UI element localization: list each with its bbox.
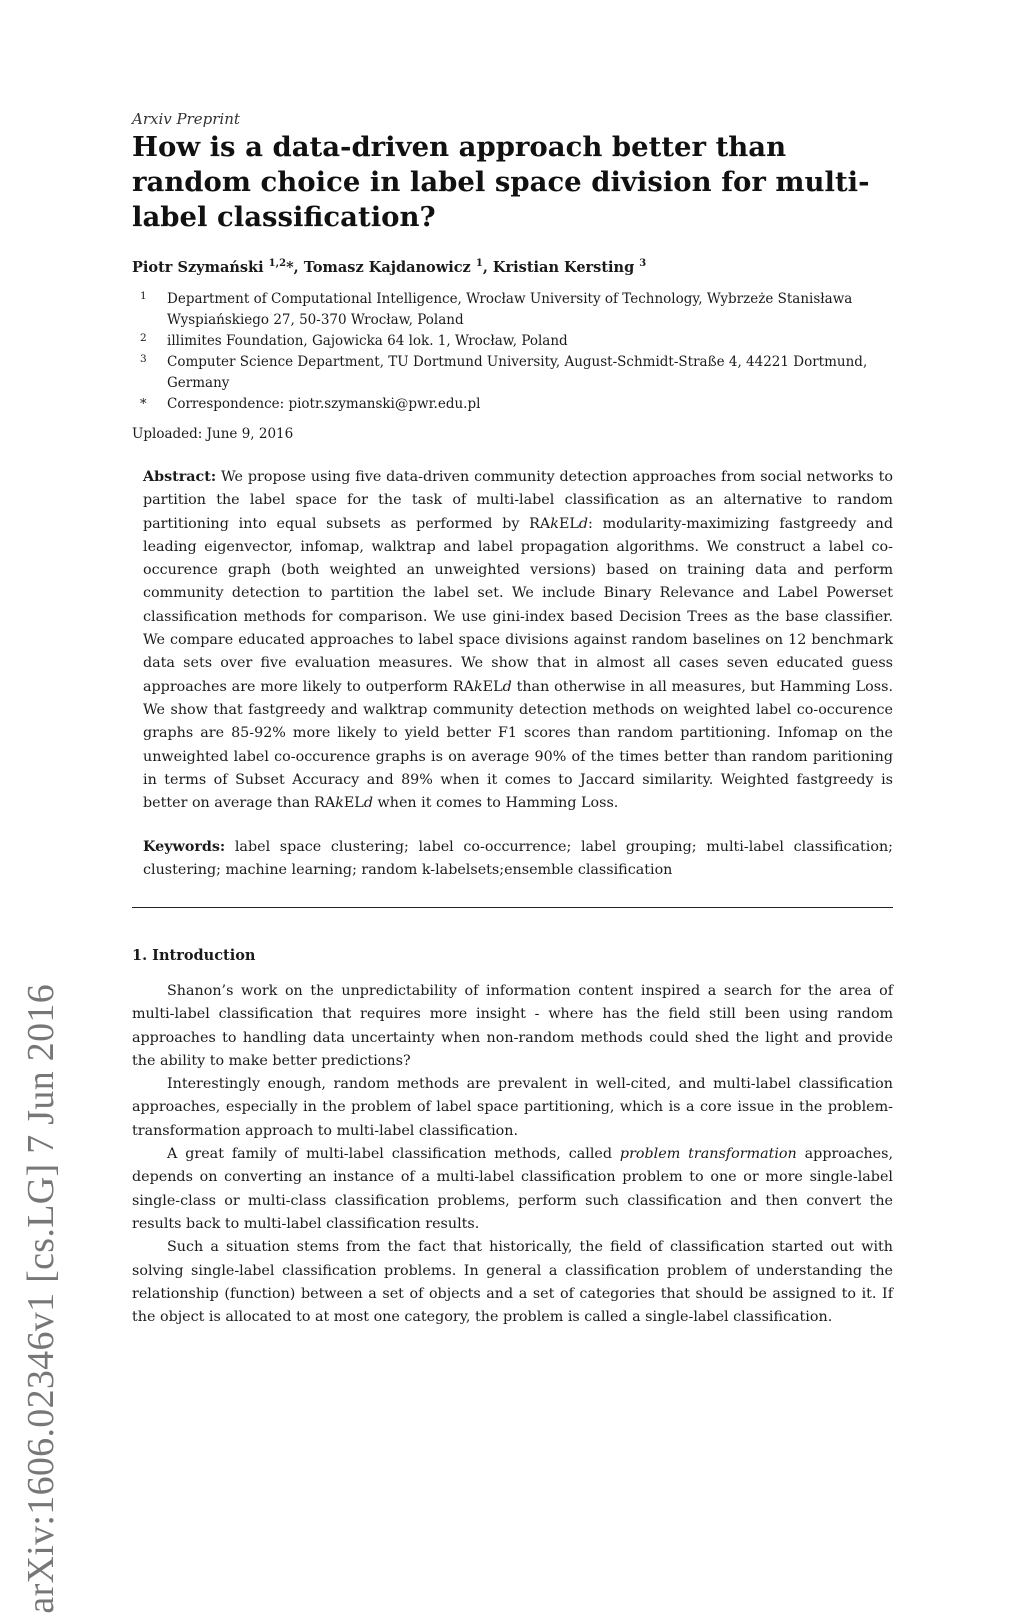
abstract [143, 466, 893, 815]
rakeld-k: k [473, 678, 483, 695]
correspondence-item [132, 394, 893, 415]
affiliation-text: Department of Computational Intelligence, Wrocław University of Technology, Wybrzeże Stanisława Wyspiańskiego 27, 50-370 Wrocław, Poland [167, 291, 853, 328]
affiliation-text: illimites Foundation, Gajowicka 64 lok. 1, Wrocław, Poland [167, 333, 568, 349]
abstract-text: We propose using five data-driven community detection approaches from social networks to partition the label space for the task of multi-label classification as an alternative to random partitioning into equal subsets as performed by [143, 469, 893, 532]
rakeld-term [453, 679, 512, 695]
rakeld-k: k [335, 795, 344, 812]
author-3: , Kristian Kersting [482, 258, 635, 276]
affiliation-item [132, 289, 893, 331]
rakeld-d: d [363, 795, 373, 812]
paragraph: Interestingly enough, random methods are prevalent in well-cited, and multi-label classification approaches, especially in the problem of label space partitioning, which is a core issue in the problem-transformation approach to multi-label classification. [132, 1076, 893, 1139]
upload-date: Uploaded: June 9, 2016 [132, 426, 294, 442]
section-divider [132, 907, 893, 908]
arxiv-side-stamp [12, 462, 70, 1614]
paper-title: How is a data-driven approach better than random choice in label space division for multi-label classification? [132, 131, 870, 233]
rakeld-term [314, 795, 373, 811]
introduction-body [132, 980, 893, 1329]
abstract-text: when it comes to Hamming Loss. [372, 795, 619, 812]
rakeld-d: d [502, 678, 512, 695]
author-3-affil: 3 [639, 258, 647, 269]
rakeld-term [529, 516, 588, 532]
affiliation-mark: 1 [140, 290, 147, 302]
keywords-label: Keywords: [143, 839, 226, 855]
affiliation-item [132, 331, 893, 352]
affiliation-list [132, 289, 893, 415]
abstract-text: : modularity-maximizing fastgreedy and leading eigenvector, infomap, walktrap and label propagation algorithms. We construct a label co-occurence graph (both weighted an unweighted versions) based on training data and perform community detection to partition the label set. We include Binary Relevance and Label Powerset classification methods for comparison. We use gini-index based Decision Trees as the base classifier. We compare educated approaches to label space divisions against random baselines on 12 benchmark data sets over five evaluation measures. We show that in almost all cases seven educated guess approaches are more likely to outperform [143, 515, 893, 695]
author-2: *, Tomasz Kajdanowicz [286, 258, 471, 276]
rakeld-part: EL [482, 678, 503, 695]
rakeld-k: k [550, 515, 559, 532]
paragraph-text: approaches, depends on converting an instance of a multi-label classification problem to one or more single-label single-class or multi-class classification problems, perform such classification and then convert the results back to multi-label classification results. [132, 1146, 893, 1232]
rakeld-part: EL [343, 795, 364, 812]
rakeld-d: d [578, 515, 589, 532]
rakeld-part: RA [452, 678, 474, 695]
correspondence-mark: * [140, 397, 147, 412]
keywords-text: label space clustering; label co-occurrence; label grouping; multi-label classification; clustering; machine learning; random k-labelsets;ensemble classification [143, 839, 893, 879]
rakeld-part: EL [558, 515, 579, 532]
author-list [132, 258, 646, 276]
arxiv-identifier: arXiv:1606.02346v1 [cs.LG] 7 Jun 2016 [20, 984, 62, 1614]
section-heading: 1. Introduction [132, 947, 256, 964]
keywords [143, 836, 893, 883]
paragraph [132, 1143, 893, 1236]
author-1: Piotr Szymański [132, 258, 264, 276]
paragraph: Shanon’s work on the unpredictability of information content inspired a search for the area of multi-label classification that requires more insight - where has the field still been using random approaches to handling data uncertainty when non-random methods could shed the light and provide the ability to make better predictions? [132, 983, 893, 1069]
affiliation-mark: 3 [140, 353, 147, 365]
affiliation-text: Computer Science Department, TU Dortmund University, August-Schmidt-Straße 4, 44221 Dortmund, Germany [167, 354, 868, 391]
journal-name: Arxiv Preprint [132, 110, 240, 128]
abstract-label: Abstract: [143, 469, 217, 485]
author-1-affil: 1,2 [268, 258, 287, 269]
emphasis-term: problem transformation [619, 1146, 797, 1163]
affiliation-mark: 2 [140, 332, 147, 344]
paragraph-text: A great family of multi-label classification methods, called [167, 1146, 620, 1163]
correspondence-text: Correspondence: piotr.szymanski@pwr.edu.pl [167, 396, 481, 412]
author-2-affil: 1 [475, 258, 483, 269]
affiliation-item [132, 352, 893, 394]
rakeld-part: RA [314, 795, 336, 812]
paragraph: Such a situation stems from the fact that historically, the field of classification started out with solving single-label classification problems. In general a classification problem of understanding the relationship (function) between a set of objects and a set of categories that should be assigned to it. If the object is allocated to at most one category, the problem is called a single-label classification. [132, 1239, 893, 1326]
rakeld-part: RA [529, 515, 551, 532]
abstract-text: than otherwise in all measures, but Hamming Loss. We show that fastgreedy and walktrap community detection methods on weighted label co-occurence graphs are 85-92% more likely to yield better F1 scores than random partitioning. Infomap on the unweighted label co-occurence graphs is on average 90% of the times better than random paritioning in terms of Subset Accuracy and 89% when it comes to Jaccard similarity. Weighted fastgreedy is better on average than [143, 678, 894, 812]
